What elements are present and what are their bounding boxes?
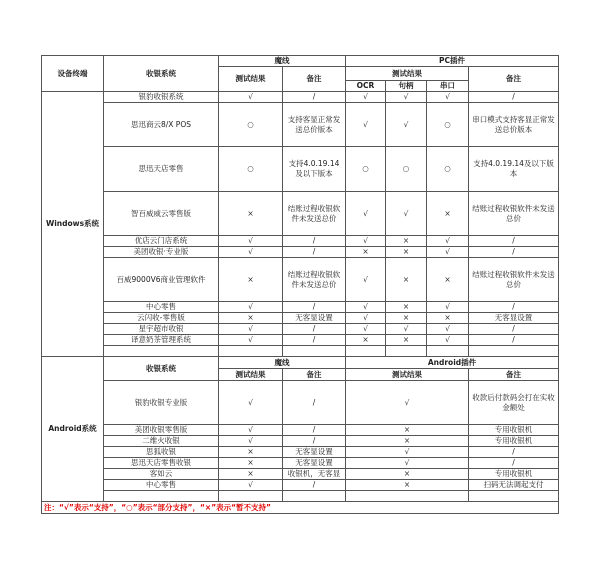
pos-system-name: 智百威威云零售版 [104, 192, 219, 236]
table-row [42, 480, 559, 491]
pos-system-name: 思狐收银 [104, 447, 219, 458]
ocr-result [346, 346, 386, 357]
mf-result: ○ [219, 147, 283, 192]
mf-remark: / [283, 324, 346, 335]
ad-remark: 专用收银机 [469, 469, 559, 480]
mf-result: √ [219, 425, 283, 436]
pos-system-name: 中心零售 [104, 302, 219, 313]
table-row [42, 236, 559, 247]
table-row [42, 425, 559, 436]
table-row [42, 258, 559, 302]
pos-system-name: 优店云门店系统 [104, 236, 219, 247]
mf-remark: / [283, 436, 346, 447]
ocr-result: × [346, 247, 386, 258]
mf-remark: 收银机，无客显 [283, 469, 346, 480]
ocr-result: √ [346, 313, 386, 324]
ad-remark: / [469, 447, 559, 458]
mf-result: √ [219, 381, 283, 425]
ocr-result: √ [346, 103, 386, 147]
serial-result: √ [427, 92, 469, 103]
mf-remark [283, 491, 346, 502]
table-row [42, 491, 559, 502]
mf-remark: / [283, 92, 346, 103]
ad-remark: 专用收银机 [469, 425, 559, 436]
table-row [42, 324, 559, 335]
legend-note: 注：“√”表示“支持”，“○”表示“部分支持”，“×”表示“暂不支持” [42, 502, 559, 514]
pos-system-name: 客如云 [104, 469, 219, 480]
table-row [42, 335, 559, 346]
pc-remark: / [469, 247, 559, 258]
serial-result: √ [427, 324, 469, 335]
pos-system-name [104, 346, 219, 357]
header-device: 设备终端 [42, 56, 104, 92]
table-row [42, 469, 559, 480]
pc-remark: 结账过程收银软件未发送总价 [469, 258, 559, 302]
mf-remark: / [283, 480, 346, 491]
handle-result: √ [386, 324, 427, 335]
pos-system-name: 译意奶茶管理系统 [104, 335, 219, 346]
ocr-result: √ [346, 92, 386, 103]
ad-remark: 扫码无法调起支付 [469, 480, 559, 491]
table-row [42, 313, 559, 324]
header-pos-system: 收银系统 [104, 56, 219, 92]
mf-result: √ [219, 335, 283, 346]
mf-result: ○ [219, 103, 283, 147]
header-mf-remark: 备注 [283, 67, 346, 92]
ad-result: × [346, 469, 469, 480]
ocr-result: ○ [346, 147, 386, 192]
serial-result: √ [427, 335, 469, 346]
pos-system-name: 思迅天店零售收银 [104, 458, 219, 469]
pc-remark: / [469, 236, 559, 247]
pos-system-name: 思迅商云8/X POS [104, 103, 219, 147]
header-ocr: OCR [346, 81, 386, 92]
ad-result [346, 491, 469, 502]
ad-remark: / [469, 458, 559, 469]
mf-remark: / [283, 425, 346, 436]
mf-result: × [219, 258, 283, 302]
compatibility-table [41, 55, 559, 514]
handle-result: × [386, 236, 427, 247]
header-mf-test-result: 测试结果 [219, 67, 283, 92]
pos-system-name: 银豹收银系统 [104, 92, 219, 103]
ocr-result: √ [346, 192, 386, 236]
header-mofang: 魔线 [219, 56, 346, 67]
mf-result [219, 491, 283, 502]
mf-remark [283, 346, 346, 357]
pc-remark: / [469, 324, 559, 335]
pc-remark: / [469, 92, 559, 103]
header-serial: 串口 [427, 81, 469, 92]
handle-result: √ [386, 192, 427, 236]
serial-result: × [427, 313, 469, 324]
ad-remark: 专用收银机 [469, 436, 559, 447]
header-mf-test-result-android: 测试结果 [219, 369, 283, 381]
mf-result: × [219, 469, 283, 480]
mf-remark: / [283, 247, 346, 258]
mf-result: × [219, 313, 283, 324]
header-ad-test-result: 测试结果 [346, 369, 469, 381]
table-row [42, 103, 559, 147]
mf-result: √ [219, 324, 283, 335]
handle-result: √ [386, 103, 427, 147]
os-label-windows: Windows系统 [42, 92, 104, 357]
pc-remark: / [469, 335, 559, 346]
handle-result: × [386, 247, 427, 258]
ad-result: √ [346, 447, 469, 458]
table-row [42, 447, 559, 458]
table-row [42, 247, 559, 258]
pos-system-name: 百威9000V6商业管理软件 [104, 258, 219, 302]
mf-result: × [219, 458, 283, 469]
ocr-result: √ [346, 324, 386, 335]
handle-result [386, 346, 427, 357]
mf-result: √ [219, 236, 283, 247]
header-pc-test-result: 测试结果 [346, 67, 469, 81]
pos-system-name: 中心零售 [104, 480, 219, 491]
table-row [42, 346, 559, 357]
serial-result: × [427, 258, 469, 302]
pos-system-name [104, 491, 219, 502]
mf-remark: / [283, 236, 346, 247]
ad-remark: 收款后付款码会打在实收金额处 [469, 381, 559, 425]
header-mofang-android: 魔线 [219, 357, 346, 369]
ad-remark [469, 491, 559, 502]
ocr-result: √ [346, 302, 386, 313]
table-row [42, 458, 559, 469]
pos-system-name: 云闪收-零售版 [104, 313, 219, 324]
pc-remark [469, 346, 559, 357]
ad-result: × [346, 480, 469, 491]
ad-result: √ [346, 458, 469, 469]
serial-result: ○ [427, 147, 469, 192]
header-android-plugin: Android插件 [346, 357, 559, 369]
mf-remark: / [283, 302, 346, 313]
header-ad-remark: 备注 [469, 369, 559, 381]
mf-remark: / [283, 381, 346, 425]
header-pc-remark: 备注 [469, 67, 559, 92]
mf-result [219, 346, 283, 357]
serial-result: √ [427, 247, 469, 258]
serial-result: √ [427, 302, 469, 313]
ocr-result: √ [346, 258, 386, 302]
pc-remark: 支持4.0.19.14及以下版本 [469, 147, 559, 192]
table-row [42, 302, 559, 313]
pc-remark: 无客显设置 [469, 313, 559, 324]
ad-result: × [346, 436, 469, 447]
handle-result: √ [386, 92, 427, 103]
table-row [42, 381, 559, 425]
ad-result: √ [346, 381, 469, 425]
ocr-result: × [346, 335, 386, 346]
mf-result: √ [219, 436, 283, 447]
handle-result: × [386, 302, 427, 313]
pc-remark: 结账过程收银软件未发送总价 [469, 192, 559, 236]
pos-system-name: 星宇超市收银 [104, 324, 219, 335]
ad-result: × [346, 425, 469, 436]
handle-result: × [386, 335, 427, 346]
table-row [42, 92, 559, 103]
serial-result: × [427, 192, 469, 236]
handle-result: ○ [386, 147, 427, 192]
mf-remark: 支持客显正常发送总价版本 [283, 103, 346, 147]
handle-result: × [386, 313, 427, 324]
mf-result: √ [219, 480, 283, 491]
ocr-result: √ [346, 236, 386, 247]
mf-remark: / [283, 335, 346, 346]
pc-remark: / [469, 302, 559, 313]
mf-result: × [219, 447, 283, 458]
mf-remark: 无客显设置 [283, 447, 346, 458]
pos-system-name: 美团收银·专业版 [104, 247, 219, 258]
pos-system-name: 银豹收银专业版 [104, 381, 219, 425]
mf-remark: 无客显设置 [283, 313, 346, 324]
mf-remark: 结账过程收银软件未发送总价 [283, 258, 346, 302]
pos-system-name: 思迅天店零售 [104, 147, 219, 192]
mf-result: √ [219, 92, 283, 103]
mf-result: × [219, 192, 283, 236]
pos-system-name: 美团收银零售版 [104, 425, 219, 436]
mf-result: √ [219, 302, 283, 313]
header-pos-system-android: 收银系统 [104, 357, 219, 381]
header-handle: 句柄 [386, 81, 427, 92]
mf-remark: 支持4.0.19.14及以下版本 [283, 147, 346, 192]
table-row [42, 147, 559, 192]
mf-remark: 结账过程收银软件未发送总价 [283, 192, 346, 236]
os-label-android: Android系统 [42, 357, 104, 502]
handle-result: × [386, 258, 427, 302]
mf-remark: 无客显设置 [283, 458, 346, 469]
pc-remark: 串口模式支持客显正常发送总价版本 [469, 103, 559, 147]
serial-result: ○ [427, 103, 469, 147]
header-mf-remark-android: 备注 [283, 369, 346, 381]
pos-system-name: 二维火收银 [104, 436, 219, 447]
header-pc-plugin: PC插件 [346, 56, 559, 67]
serial-result: √ [427, 236, 469, 247]
serial-result [427, 346, 469, 357]
mf-result: √ [219, 247, 283, 258]
table-row [42, 192, 559, 236]
table-row [42, 436, 559, 447]
